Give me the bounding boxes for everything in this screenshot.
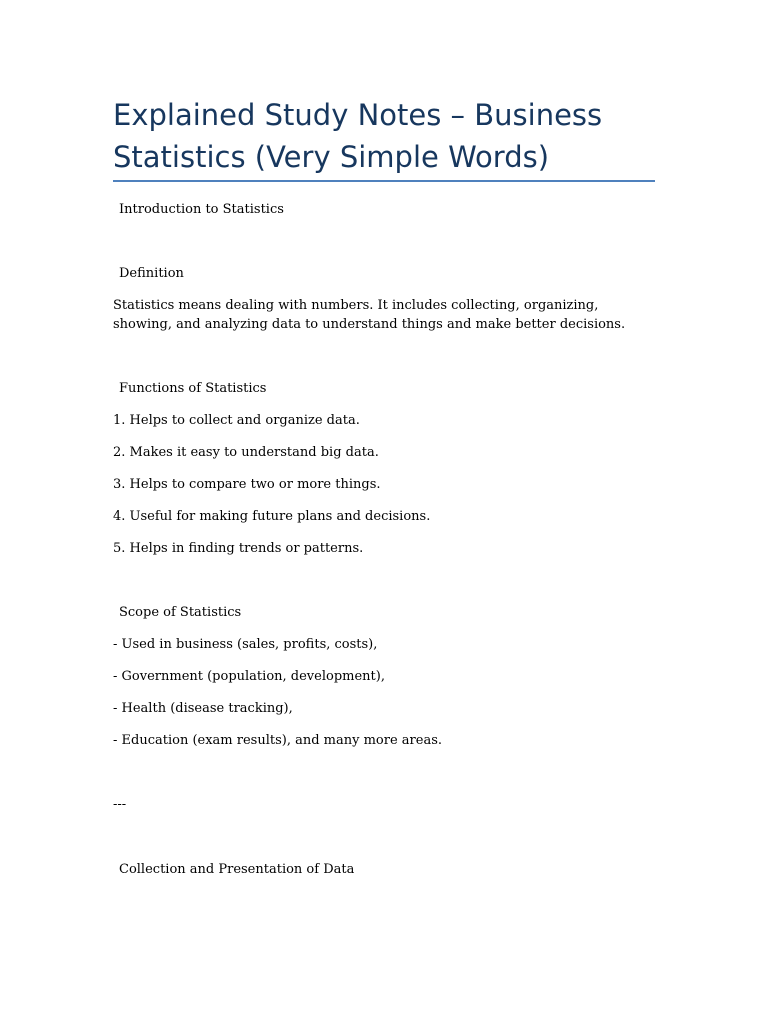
document-title: Explained Study Notes – Business Statistics (Very Simple Words) [113,98,603,174]
scope-list-item: - Government (population, development), [113,669,385,684]
scope-heading: Scope of Statistics [119,605,242,620]
scope-list-item: - Health (disease tracking), [113,701,293,716]
definition-paragraph: Statistics means dealing with numbers. It includes collecting, organizing, showing, and analyzing data to understand things and make better decisions. [113,298,626,332]
functions-heading: Functions of Statistics [119,381,267,396]
functions-list-item: 4. Useful for making future plans and decisions. [113,509,431,524]
scope-list-item: - Education (exam results), and many more areas. [113,733,443,748]
section-heading-collection: Collection and Presentation of Data [119,862,355,877]
functions-list-item: 5. Helps in finding trends or patterns. [113,541,364,556]
functions-list-item: 2. Makes it easy to understand big data. [113,445,379,460]
title-underline [113,180,655,182]
functions-list-item: 1. Helps to collect and organize data. [113,413,360,428]
section-separator: --- [113,797,127,812]
functions-list-item: 3. Helps to compare two or more things. [113,477,381,492]
definition-heading: Definition [119,266,184,281]
scope-list-item: - Used in business (sales, profits, costs), [113,637,378,652]
section-heading-introduction: Introduction to Statistics [119,202,284,217]
